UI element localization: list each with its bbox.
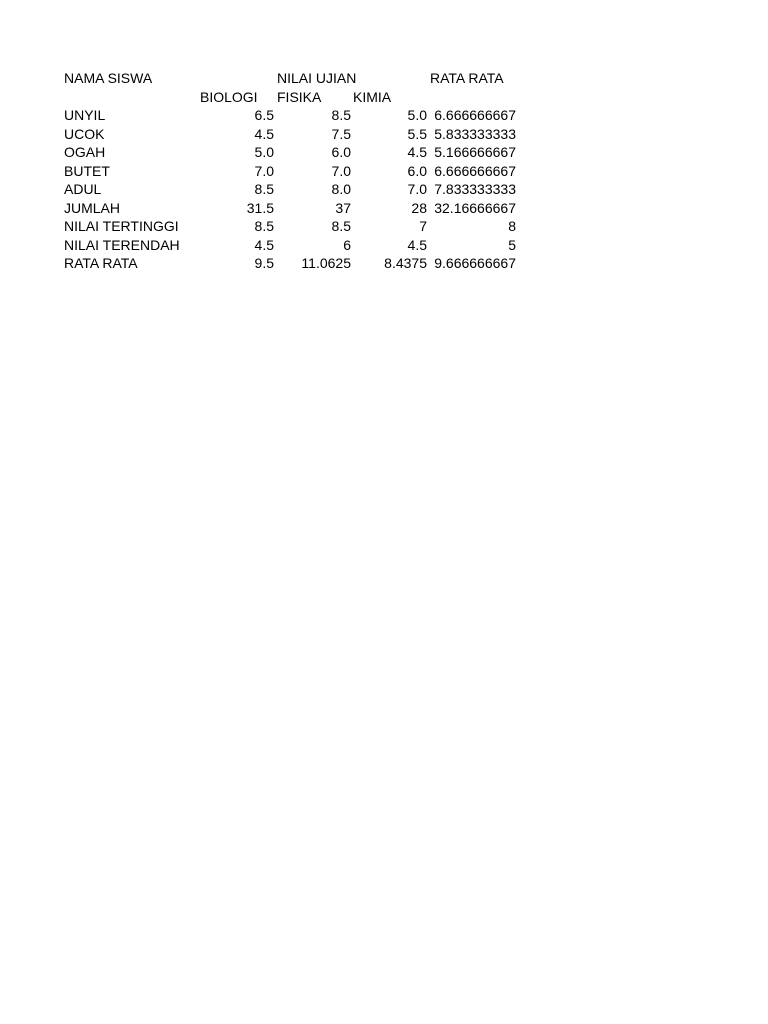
cell-fisika: 8.0 [331, 181, 351, 197]
row-name: NILAI TERTINGGI [64, 218, 179, 234]
cell-biologi: 31.5 [246, 199, 274, 216]
cell-fisika: 6 [343, 236, 351, 253]
cell-fisika: 11.0625 [301, 255, 351, 271]
cell-rata-rata: 6.666666667 [434, 107, 516, 123]
cell-fisika: 37 [335, 199, 351, 216]
cell-fisika: 6.0 [331, 144, 351, 160]
cell-rata-rata: 5.166666667 [434, 144, 516, 160]
cell-kimia: 8.4375 [384, 255, 427, 271]
cell-kimia: 28 [411, 199, 427, 216]
cell-kimia: 4.5 [407, 236, 427, 253]
cell-biologi: 8.5 [254, 181, 274, 197]
header-rata-rata: RATA RATA [430, 70, 504, 86]
header-nilai-ujian: NILAI UJIAN [277, 70, 357, 86]
cell-rata-rata: 6.666666667 [434, 162, 516, 179]
cell-kimia: 5.0 [407, 107, 427, 123]
header-fisika: FISIKA [277, 88, 322, 105]
cell-biologi: 7.0 [254, 162, 274, 179]
cell-biologi: 6.5 [254, 107, 274, 123]
header-kimia: KIMIA [353, 88, 392, 105]
row-name: ADUL [64, 181, 102, 197]
cell-rata-rata: 8 [508, 218, 516, 234]
cell-biologi: 4.5 [254, 125, 274, 142]
row-name: OGAH [64, 144, 106, 160]
cell-kimia: 5.5 [407, 125, 427, 142]
row-name: UCOK [64, 125, 105, 142]
row-name: NILAI TERENDAH [64, 236, 180, 253]
cell-kimia: 6.0 [407, 162, 427, 179]
cell-kimia: 4.5 [407, 144, 427, 160]
cell-rata-rata: 7.833333333 [434, 181, 516, 197]
header-biologi: BIOLOGI [200, 88, 258, 105]
cell-biologi: 8.5 [254, 218, 274, 234]
row-name: UNYIL [64, 107, 106, 123]
cell-biologi: 5.0 [254, 144, 274, 160]
row-name: BUTET [64, 162, 110, 179]
header-nama-siswa: NAMA SISWA [64, 70, 153, 86]
cell-kimia: 7 [419, 218, 427, 234]
row-name: RATA RATA [64, 255, 138, 271]
cell-rata-rata: 32.16666667 [434, 199, 516, 216]
cell-fisika: 8.5 [331, 107, 351, 123]
cell-kimia: 7.0 [407, 181, 427, 197]
cell-rata-rata: 5 [508, 236, 516, 253]
cell-rata-rata: 9.666666667 [434, 255, 516, 271]
cell-biologi: 4.5 [254, 236, 274, 253]
cell-fisika: 7.0 [331, 162, 351, 179]
cell-fisika: 8.5 [331, 218, 351, 234]
cell-fisika: 7.5 [331, 125, 351, 142]
row-name: JUMLAH [64, 199, 121, 216]
cell-biologi: 9.5 [254, 255, 274, 271]
cell-rata-rata: 5.833333333 [434, 125, 516, 142]
